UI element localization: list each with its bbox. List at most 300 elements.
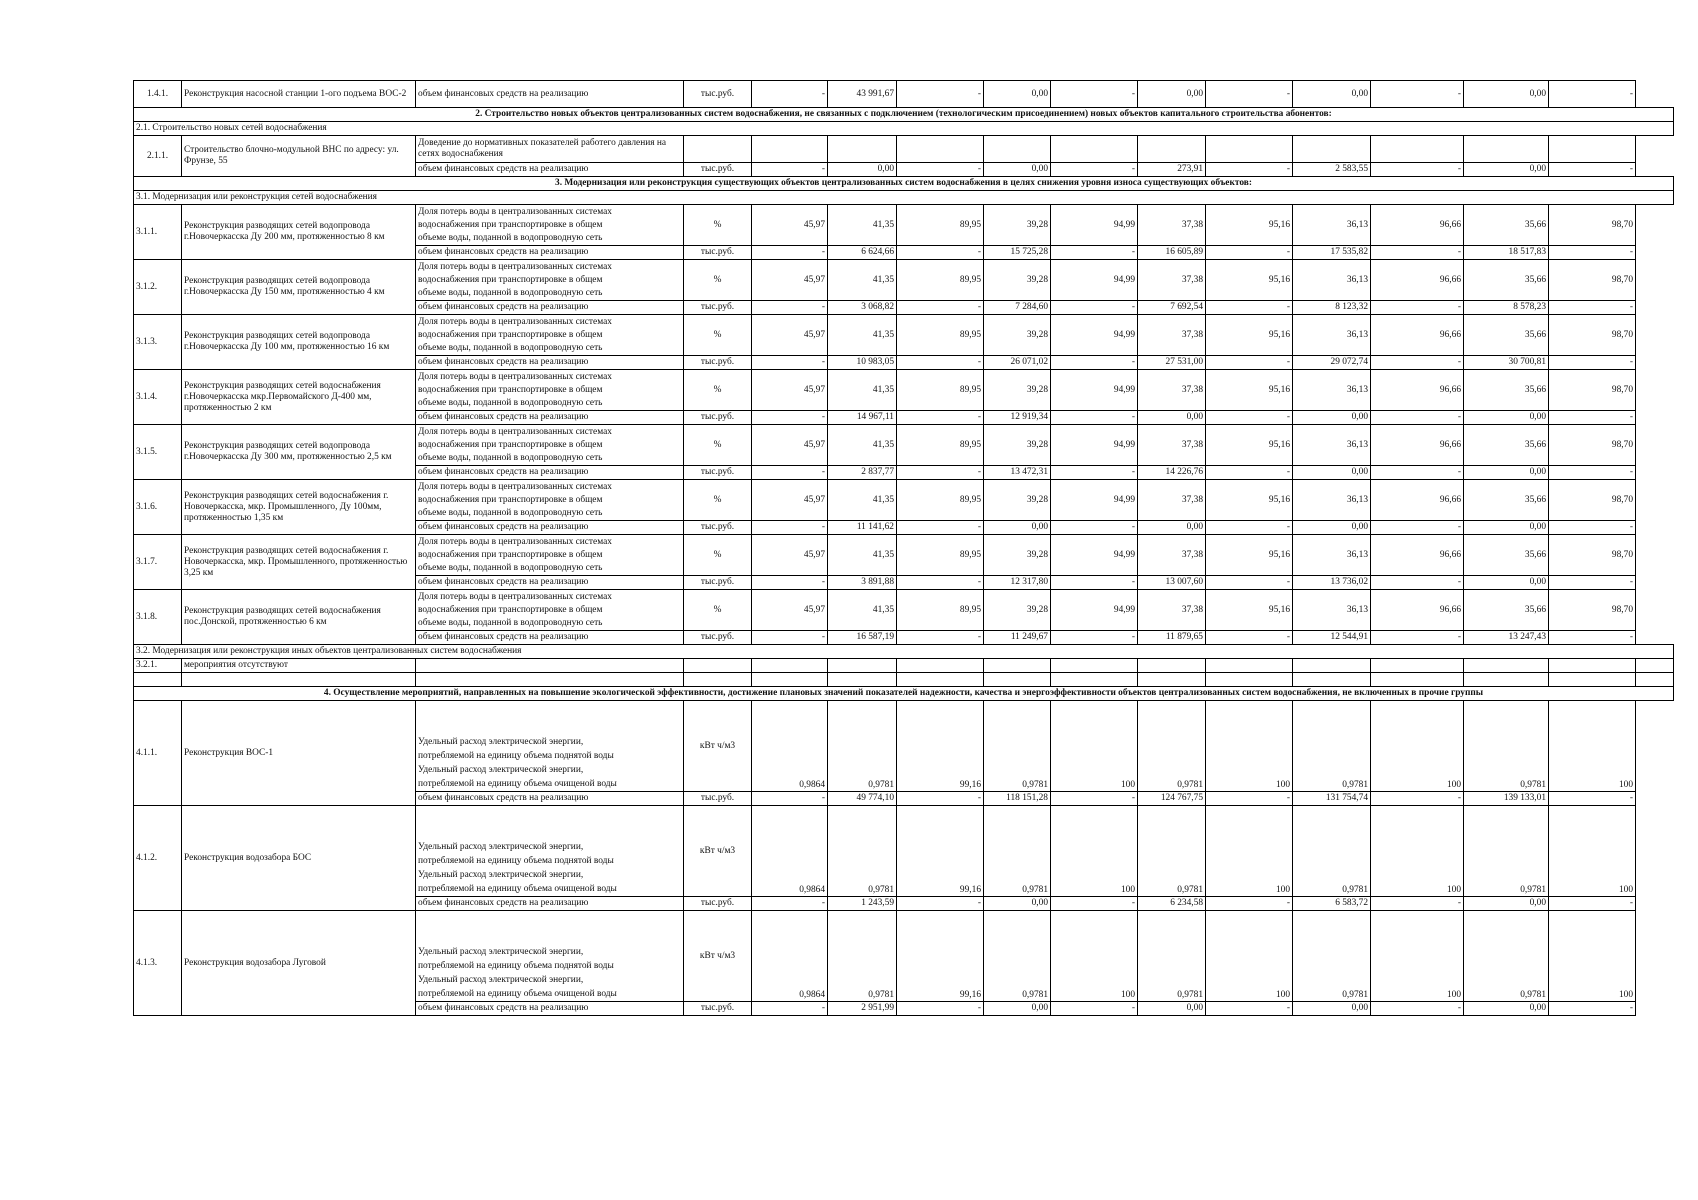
row-name: Реконструкция разводящих сетей водопровода г.Новочеркасска Ду 100 мм, протяженностью 16 км — [182, 315, 416, 370]
funds-value: 0,00 — [1464, 897, 1549, 911]
funds-label: объем финансовых средств на реализацию — [416, 792, 684, 806]
unit-cell: % — [684, 315, 752, 356]
funds-value: - — [1206, 897, 1293, 911]
row-code: 3.1.7. — [134, 535, 182, 590]
funds-value: - — [752, 631, 828, 645]
funds-value: - — [1051, 521, 1138, 535]
funds-value: 6 583,72 — [1293, 897, 1371, 911]
funds-value: - — [1206, 1002, 1293, 1016]
funds-value: - — [1371, 411, 1464, 425]
funds-value: 13 247,43 — [1464, 631, 1549, 645]
indicator-text-line: Удельный расход электрической энергии, — [418, 947, 584, 957]
funds-value: 16 587,19 — [828, 631, 897, 645]
loss-value: 39,28 — [984, 370, 1051, 411]
funds-label: объем финансовых средств на реализацию — [416, 1002, 684, 1016]
indicator-text-line: Доля потерь воды в централизованных системах — [418, 206, 612, 217]
empty-cell — [984, 136, 1051, 163]
funds-label: объем финансовых средств на реализацию — [416, 411, 684, 425]
indicator-text-line: Доля потерь воды в централизованных системах — [418, 426, 612, 437]
funds-value: 0,00 — [1138, 1002, 1206, 1016]
loss-value: 98,70 — [1549, 535, 1636, 576]
empty-cell — [1549, 136, 1636, 163]
row-code: 3.1.6. — [134, 480, 182, 535]
indicator-text-line: водоснабжения при транспортировке в общем — [418, 439, 603, 450]
funds-value: - — [1371, 246, 1464, 260]
subsection-2-1 — [134, 122, 1674, 136]
funds-value: 0,00 — [1293, 411, 1371, 425]
funds-value: 0,00 — [1464, 521, 1549, 535]
row-name: Реконструкция ВОС-1 — [182, 701, 416, 806]
indicator-text — [416, 806, 684, 897]
indicator-text-line: Доля потерь воды в централизованных системах — [418, 261, 612, 272]
funds-value: 0,00 — [1293, 81, 1371, 108]
table-row-3-1-4 — [134, 370, 1674, 411]
unit-cell: тыс.руб. — [684, 521, 752, 535]
loss-value: 45,97 — [752, 535, 828, 576]
funds-value: - — [1549, 631, 1636, 645]
loss-value: 89,95 — [897, 425, 984, 466]
funds-value: 49 774,10 — [828, 792, 897, 806]
loss-value: 95,16 — [1206, 480, 1293, 521]
funds-value: 139 133,01 — [1464, 792, 1549, 806]
loss-value: 89,95 — [897, 315, 984, 356]
funds-value: - — [897, 246, 984, 260]
funds-value: 11 879,65 — [1138, 631, 1206, 645]
indicator-text-line: потребляемой на единицу объема поднятой воды — [418, 961, 614, 971]
funds-label: объем финансовых средств на реализацию — [416, 356, 684, 370]
empty-cell — [416, 659, 684, 673]
loss-value: 36,13 — [1293, 480, 1371, 521]
funds-value: - — [1051, 411, 1138, 425]
loss-value: 95,16 — [1206, 260, 1293, 301]
loss-value: 37,38 — [1138, 425, 1206, 466]
energy-value: 0,9781 — [828, 806, 897, 897]
funds-value: 10 983,05 — [828, 356, 897, 370]
funds-value: - — [897, 356, 984, 370]
indicator-text — [416, 260, 684, 301]
table-row-4-1-2 — [134, 806, 1674, 897]
row-code: 4.1.3. — [134, 911, 182, 1016]
funds-value: 0,00 — [984, 163, 1051, 177]
funds-value: 11 141,62 — [828, 521, 897, 535]
loss-value: 98,70 — [1549, 205, 1636, 246]
funds-value: 0,00 — [984, 521, 1051, 535]
unit-cell: тыс.руб. — [684, 1002, 752, 1016]
funds-value: - — [752, 246, 828, 260]
row-code: 3.1.8. — [134, 590, 182, 645]
section-4-header — [134, 687, 1674, 701]
funds-value: 2 583,55 — [1293, 163, 1371, 177]
funds-value: - — [1549, 466, 1636, 480]
empty-cell — [1549, 673, 1636, 687]
funds-value: - — [1051, 163, 1138, 177]
indicator-text — [416, 205, 684, 246]
empty-cell — [416, 673, 684, 687]
empty-cell — [684, 659, 752, 673]
loss-value: 95,16 — [1206, 535, 1293, 576]
empty-cell — [1464, 659, 1549, 673]
row-name: Строительство блочно-модульной ВНС по адресу: ул. Фрунзе, 55 — [182, 136, 416, 177]
empty-cell — [1636, 659, 1674, 673]
unit-cell: % — [684, 425, 752, 466]
funds-value: - — [752, 163, 828, 177]
funds-value: - — [1549, 246, 1636, 260]
funds-value: - — [897, 163, 984, 177]
funds-value: 0,00 — [1293, 466, 1371, 480]
empty-row — [134, 673, 1674, 687]
indicator-text — [416, 370, 684, 411]
energy-value: 99,16 — [897, 911, 984, 1002]
funds-value: - — [1051, 466, 1138, 480]
energy-value: 0,9781 — [1464, 701, 1549, 792]
table-row-4-1-1 — [134, 701, 1674, 792]
funds-value: - — [1051, 576, 1138, 590]
loss-value: 41,35 — [828, 535, 897, 576]
funds-value: - — [897, 897, 984, 911]
funds-value: 43 991,67 — [828, 81, 897, 108]
loss-value: 45,97 — [752, 425, 828, 466]
unit-cell: тыс.руб. — [684, 246, 752, 260]
empty-cell — [1293, 673, 1371, 687]
loss-value: 94,99 — [1051, 425, 1138, 466]
energy-value: 0,9781 — [1293, 911, 1371, 1002]
funds-value: - — [752, 792, 828, 806]
energy-value: 0,9864 — [752, 806, 828, 897]
row-name: Реконструкция водозабора Луговой — [182, 911, 416, 1016]
indicator-text — [416, 535, 684, 576]
funds-value: - — [897, 521, 984, 535]
funds-value: - — [1206, 411, 1293, 425]
funds-label: объем финансовых средств на реализацию — [416, 631, 684, 645]
indicator-text-line: Доля потерь воды в централизованных системах — [418, 371, 612, 382]
funds-value: - — [752, 897, 828, 911]
indicator-text-line: потребляемой на единицу объема очищеной воды — [418, 989, 617, 999]
empty-cell — [752, 659, 828, 673]
funds-value: - — [1549, 1002, 1636, 1016]
funds-value: - — [1051, 81, 1138, 108]
funds-value: 8 123,32 — [1293, 301, 1371, 315]
loss-value: 41,35 — [828, 480, 897, 521]
funds-value: 6 234,58 — [1138, 897, 1206, 911]
funds-value: - — [1371, 897, 1464, 911]
indicator-text: Доведение до нормативных показателей работего давления на сетях водоснабжения — [416, 136, 684, 163]
funds-value: - — [752, 81, 828, 108]
funds-value: 0,00 — [1464, 163, 1549, 177]
loss-value: 96,66 — [1371, 205, 1464, 246]
loss-value: 95,16 — [1206, 590, 1293, 631]
indicator-text-line: Удельный расход электрической энергии, — [418, 737, 584, 747]
indicator-text — [416, 701, 684, 792]
row-code: 3.1.1. — [134, 205, 182, 260]
energy-value: 100 — [1549, 806, 1636, 897]
investment-program-table — [133, 80, 1674, 1016]
funds-value: - — [1549, 356, 1636, 370]
indicator-text-line: потребляемой на единицу объема очищеной воды — [418, 884, 617, 894]
loss-value: 89,95 — [897, 205, 984, 246]
funds-value: 0,00 — [1464, 411, 1549, 425]
funds-value: - — [1371, 356, 1464, 370]
energy-value: 0,9781 — [828, 911, 897, 1002]
funds-label: объем финансовых средств на реализацию — [416, 246, 684, 260]
indicator-text-line: объеме воды, поданной в водопроводную сеть — [418, 342, 603, 353]
unit-cell: тыс.руб. — [684, 411, 752, 425]
loss-value: 95,16 — [1206, 425, 1293, 466]
funds-value: 0,00 — [1464, 1002, 1549, 1016]
funds-value: 17 535,82 — [1293, 246, 1371, 260]
indicator-text-line: водоснабжения при транспортировке в общем — [418, 219, 603, 230]
indicator-text-line: водоснабжения при транспортировке в общем — [418, 274, 603, 285]
unit-cell: % — [684, 260, 752, 301]
empty-cell — [828, 136, 897, 163]
empty-cell — [1371, 659, 1464, 673]
loss-value: 39,28 — [984, 480, 1051, 521]
funds-label: объем финансовых средств на реализацию — [416, 163, 684, 177]
loss-value: 94,99 — [1051, 315, 1138, 356]
funds-value: 7 284,60 — [984, 301, 1051, 315]
loss-value: 41,35 — [828, 260, 897, 301]
loss-value: 37,38 — [1138, 260, 1206, 301]
funds-value: 118 151,28 — [984, 792, 1051, 806]
table-row-3-2-1 — [134, 659, 1674, 673]
loss-value: 96,66 — [1371, 535, 1464, 576]
unit-cell: тыс.руб. — [684, 576, 752, 590]
indicator-text-line: водоснабжения при транспортировке в общем — [418, 329, 603, 340]
row-code: 3.1.4. — [134, 370, 182, 425]
funds-value: - — [752, 1002, 828, 1016]
energy-value: 99,16 — [897, 806, 984, 897]
loss-value: 35,66 — [1464, 480, 1549, 521]
funds-value: - — [897, 466, 984, 480]
funds-value: - — [1206, 163, 1293, 177]
funds-value: 0,00 — [828, 163, 897, 177]
funds-value: - — [1051, 792, 1138, 806]
loss-value: 94,99 — [1051, 205, 1138, 246]
row-code: 4.1.1. — [134, 701, 182, 806]
energy-value: 0,9781 — [1293, 701, 1371, 792]
unit-cell: % — [684, 535, 752, 576]
funds-value: 14 967,11 — [828, 411, 897, 425]
empty-cell — [684, 136, 752, 163]
table-row-3-1-2 — [134, 260, 1674, 301]
subsection-title: 3.2. Модернизация или реконструкция иных объектов централизованных систем водоснабжения — [134, 645, 1674, 659]
empty-cell — [828, 673, 897, 687]
funds-value: 2 951,99 — [828, 1002, 897, 1016]
empty-cell — [984, 659, 1051, 673]
loss-value: 36,13 — [1293, 590, 1371, 631]
funds-value: - — [1371, 466, 1464, 480]
energy-value: 100 — [1051, 911, 1138, 1002]
loss-value: 36,13 — [1293, 535, 1371, 576]
table-row-3-1-3 — [134, 315, 1674, 356]
energy-value: 100 — [1371, 701, 1464, 792]
section-title: 4. Осуществление мероприятий, направленных на повышение экологической эффективности, достижение плановых значений показателей надежности, качества и энергоэффективности объектов централизованных систем водоснабжения, не включенных в прочие группы — [134, 687, 1674, 701]
funds-value: 15 725,28 — [984, 246, 1051, 260]
funds-label: объем финансовых средств на реализацию — [416, 521, 684, 535]
energy-value: 0,9781 — [984, 701, 1051, 792]
indicator-text-line: Доля потерь воды в централизованных системах — [418, 536, 612, 547]
loss-value: 37,38 — [1138, 205, 1206, 246]
empty-cell — [1206, 659, 1293, 673]
unit-cell: кВт ч/м3 — [684, 911, 752, 1002]
indicator-text — [416, 425, 684, 466]
indicator-text-line: водоснабжения при транспортировке в общем — [418, 604, 603, 615]
funds-value: - — [1371, 521, 1464, 535]
empty-cell — [1206, 673, 1293, 687]
funds-value: - — [1549, 301, 1636, 315]
empty-cell — [1464, 673, 1549, 687]
funds-value: - — [1206, 466, 1293, 480]
funds-value: - — [897, 301, 984, 315]
empty-cell — [1636, 673, 1674, 687]
subsection-3-1 — [134, 191, 1674, 205]
funds-value: - — [1206, 521, 1293, 535]
table-row-3-1-6 — [134, 480, 1674, 521]
row-code: 2.1.1. — [134, 136, 182, 177]
loss-value: 35,66 — [1464, 315, 1549, 356]
empty-cell — [1206, 136, 1293, 163]
funds-value: - — [897, 81, 984, 108]
empty-cell — [897, 659, 984, 673]
funds-value: - — [1371, 631, 1464, 645]
indicator-text-line: объеме воды, поданной в водопроводную сеть — [418, 452, 603, 463]
energy-value: 100 — [1549, 911, 1636, 1002]
empty-cell — [1138, 136, 1206, 163]
unit-cell: % — [684, 370, 752, 411]
funds-value: - — [897, 792, 984, 806]
energy-value: 100 — [1206, 911, 1293, 1002]
funds-value: - — [1371, 792, 1464, 806]
funds-value: 0,00 — [984, 897, 1051, 911]
indicator-text — [416, 315, 684, 356]
energy-value: 100 — [1051, 701, 1138, 792]
funds-value: 11 249,67 — [984, 631, 1051, 645]
funds-value: 12 317,80 — [984, 576, 1051, 590]
funds-value: 0,00 — [1464, 81, 1549, 108]
section-title: 3. Модернизация или реконструкция существующих объектов централизованных систем водоснабжения в целях снижения уровня износа существующих объектов: — [134, 177, 1674, 191]
funds-value: 124 767,75 — [1138, 792, 1206, 806]
loss-value: 94,99 — [1051, 260, 1138, 301]
indicator-text-line: водоснабжения при транспортировке в общем — [418, 494, 603, 505]
loss-value: 41,35 — [828, 205, 897, 246]
loss-value: 39,28 — [984, 425, 1051, 466]
funds-value: 0,00 — [1464, 466, 1549, 480]
energy-value: 0,9781 — [1464, 806, 1549, 897]
row-code: 3.1.3. — [134, 315, 182, 370]
energy-value: 0,9781 — [984, 806, 1051, 897]
loss-value: 39,28 — [984, 260, 1051, 301]
funds-value: 13 472,31 — [984, 466, 1051, 480]
loss-value: 39,28 — [984, 205, 1051, 246]
unit-cell: тыс.руб. — [684, 792, 752, 806]
funds-label: объем финансовых средств на реализацию — [416, 466, 684, 480]
loss-value: 98,70 — [1549, 260, 1636, 301]
funds-value: - — [1549, 792, 1636, 806]
loss-value: 98,70 — [1549, 315, 1636, 356]
row-name: Реконструкция разводящих сетей водоснабжения г.Новочеркасска мкр.Первомайского Д-400 мм, протяженностью 2 км — [182, 370, 416, 425]
loss-value: 37,38 — [1138, 370, 1206, 411]
empty-cell — [182, 673, 416, 687]
energy-value: 0,9781 — [1138, 806, 1206, 897]
empty-cell — [897, 673, 984, 687]
table-row-1-4-1 — [134, 81, 1674, 108]
funds-value: 12 919,34 — [984, 411, 1051, 425]
funds-value: - — [752, 466, 828, 480]
empty-cell — [1371, 673, 1464, 687]
funds-value: - — [1051, 246, 1138, 260]
row-name: Реконструкция разводящих сетей водоснабжения г. Новочеркасска, мкр. Промышленного, Ду 100мм, протяженностью 1,35 км — [182, 480, 416, 535]
indicator-text-line: потребляемой на единицу объема поднятой воды — [418, 856, 614, 866]
indicator-text-line: Удельный расход электрической энергии, — [418, 765, 584, 775]
indicator-text-line: объеме воды, поданной в водопроводную сеть — [418, 397, 603, 408]
empty-cell — [1138, 673, 1206, 687]
funds-value: 16 605,89 — [1138, 246, 1206, 260]
funds-value: - — [897, 576, 984, 590]
loss-value: 36,13 — [1293, 370, 1371, 411]
funds-value: - — [1371, 163, 1464, 177]
funds-value: - — [1549, 521, 1636, 535]
loss-value: 95,16 — [1206, 370, 1293, 411]
energy-value: 0,9781 — [1138, 701, 1206, 792]
loss-value: 89,95 — [897, 260, 984, 301]
row-name: Реконструкция разводящих сетей водоснабжения пос.Донской, протяженностью 6 км — [182, 590, 416, 645]
loss-value: 36,13 — [1293, 205, 1371, 246]
loss-value: 95,16 — [1206, 315, 1293, 356]
empty-cell — [134, 673, 182, 687]
funds-value: 3 891,88 — [828, 576, 897, 590]
section-2-header — [134, 108, 1674, 122]
funds-value: 18 517,83 — [1464, 246, 1549, 260]
energy-value: 0,9781 — [828, 701, 897, 792]
funds-value: 26 071,02 — [984, 356, 1051, 370]
funds-value: - — [1549, 576, 1636, 590]
loss-value: 41,35 — [828, 315, 897, 356]
empty-cell — [1051, 136, 1138, 163]
funds-label: объем финансовых средств на реализацию — [416, 81, 684, 108]
indicator-text-line: объеме воды, поданной в водопроводную сеть — [418, 507, 603, 518]
indicator-text-line: объеме воды, поданной в водопроводную сеть — [418, 287, 603, 298]
energy-value: 100 — [1371, 911, 1464, 1002]
unit-cell: тыс.руб. — [684, 897, 752, 911]
funds-value: - — [752, 576, 828, 590]
loss-value: 94,99 — [1051, 480, 1138, 521]
row-name: Реконструкция разводящих сетей водопровода г.Новочеркасска Ду 150 мм, протяженностью 4 км — [182, 260, 416, 315]
funds-value: 27 531,00 — [1138, 356, 1206, 370]
funds-value: 2 837,77 — [828, 466, 897, 480]
funds-value: - — [1051, 1002, 1138, 1016]
energy-value: 100 — [1051, 806, 1138, 897]
indicator-text-line: Доля потерь воды в централизованных системах — [418, 591, 612, 602]
funds-value: 0,00 — [1293, 521, 1371, 535]
loss-value: 35,66 — [1464, 205, 1549, 246]
row-code: 3.1.5. — [134, 425, 182, 480]
loss-value: 89,95 — [897, 370, 984, 411]
funds-value: - — [1549, 81, 1636, 108]
loss-value: 45,97 — [752, 480, 828, 521]
unit-cell: тыс.руб. — [684, 301, 752, 315]
funds-value: - — [1371, 1002, 1464, 1016]
funds-value: 14 226,76 — [1138, 466, 1206, 480]
loss-value: 45,97 — [752, 590, 828, 631]
funds-value: - — [1549, 897, 1636, 911]
loss-value: 96,66 — [1371, 425, 1464, 466]
unit-cell: % — [684, 205, 752, 246]
empty-cell — [1464, 136, 1549, 163]
loss-value: 45,97 — [752, 260, 828, 301]
loss-value: 37,38 — [1138, 590, 1206, 631]
indicator-text-line: водоснабжения при транспортировке в общем — [418, 549, 603, 560]
loss-value: 98,70 — [1549, 425, 1636, 466]
indicator-text-line: Удельный расход электрической энергии, — [418, 975, 584, 985]
